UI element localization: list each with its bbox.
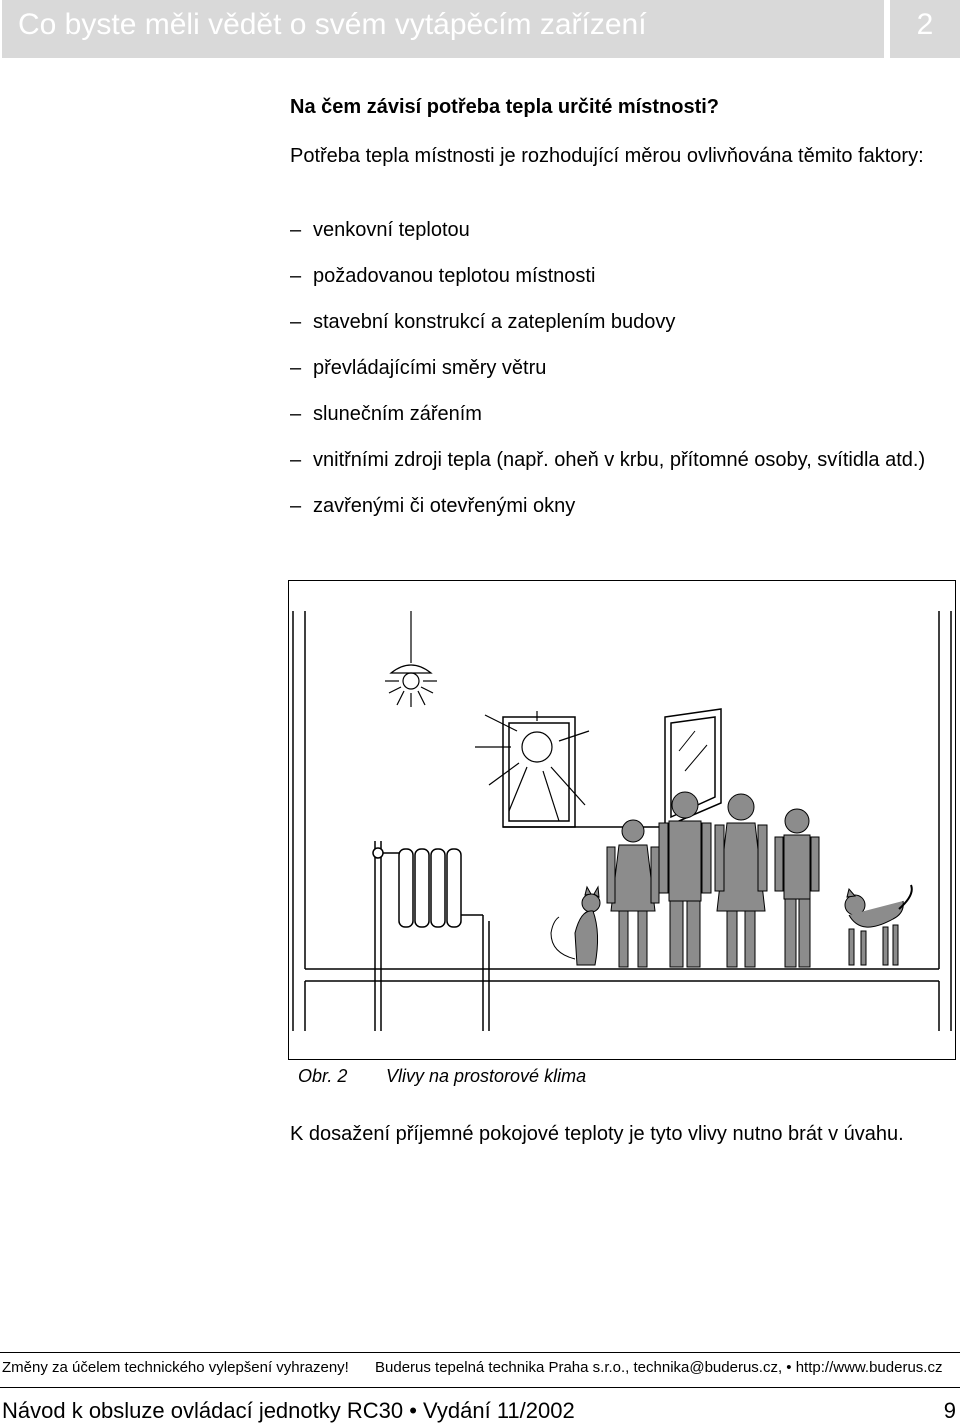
list-item-text: zavřenými či otevřenými okny	[313, 495, 576, 517]
list-item-text: vnitřními zdroji tepla (např. oheň v krbu, přítomné osoby, svítidla atd.)	[313, 449, 926, 471]
conclusion-paragraph: K dosažení příjemné pokojové teploty je tyto vlivy nutno brát v úvahu.	[290, 1123, 904, 1145]
footer-notice: Změny za účelem technického vylepšení vyhrazeny!	[2, 1359, 349, 1376]
list-item-text: požadovanou teplotou místnosti	[313, 265, 596, 287]
page-header-bar	[2, 0, 884, 58]
list-item-text: stavební konstrukcí a zateplením budovy	[313, 311, 676, 333]
list-item	[290, 492, 960, 520]
footer-divider	[0, 1387, 960, 1388]
bullet-dash: –	[290, 449, 302, 471]
chapter-box	[890, 0, 960, 58]
list-item	[290, 446, 960, 474]
room-walls	[293, 611, 951, 1031]
cat-icon	[551, 887, 600, 965]
factor-list	[290, 216, 960, 538]
footer-company: Buderus tepelná technika Praha s.r.o., technika@buderus.cz, • http://www.buderus.cz	[375, 1359, 943, 1376]
bullet-dash: –	[290, 495, 302, 517]
bullet-dash: –	[290, 403, 302, 425]
section-heading: Na čem závisí potřeba tepla určité místnosti?	[290, 96, 720, 118]
page-title: Co byste měli vědět o svém vytápěcím zařízení	[18, 8, 647, 41]
list-item	[290, 400, 960, 428]
intro-paragraph: Potřeba tepla místnosti je rozhodující měrou ovlivňována těmito faktory:	[290, 145, 924, 167]
people-icon	[607, 792, 819, 967]
list-item	[290, 354, 960, 382]
footer-divider	[0, 1352, 960, 1353]
lamp-icon	[385, 611, 437, 707]
radiator-icon	[373, 841, 489, 1031]
figure-number: Obr. 2	[298, 1066, 348, 1086]
list-item-text: slunečním zářením	[313, 403, 482, 425]
dog-icon	[845, 885, 912, 965]
manual-title: Návod k obsluze ovládací jednotky RC30 • Vydání 11/2002	[2, 1398, 575, 1423]
bullet-dash: –	[290, 265, 302, 287]
bullet-dash: –	[290, 311, 302, 333]
list-item-text: převládajícími směry větru	[313, 357, 547, 379]
page-number: 9	[943, 1398, 956, 1423]
figure-caption: Vlivy na prostorové klima	[386, 1066, 587, 1086]
bullet-dash: –	[290, 357, 302, 379]
list-item	[290, 216, 960, 244]
bullet-dash: –	[290, 219, 302, 241]
list-item	[290, 262, 960, 290]
room-climate-illustration	[288, 580, 956, 1060]
chapter-number: 2	[916, 8, 934, 41]
list-item	[290, 308, 960, 336]
list-item-text: venkovní teplotou	[313, 219, 470, 241]
